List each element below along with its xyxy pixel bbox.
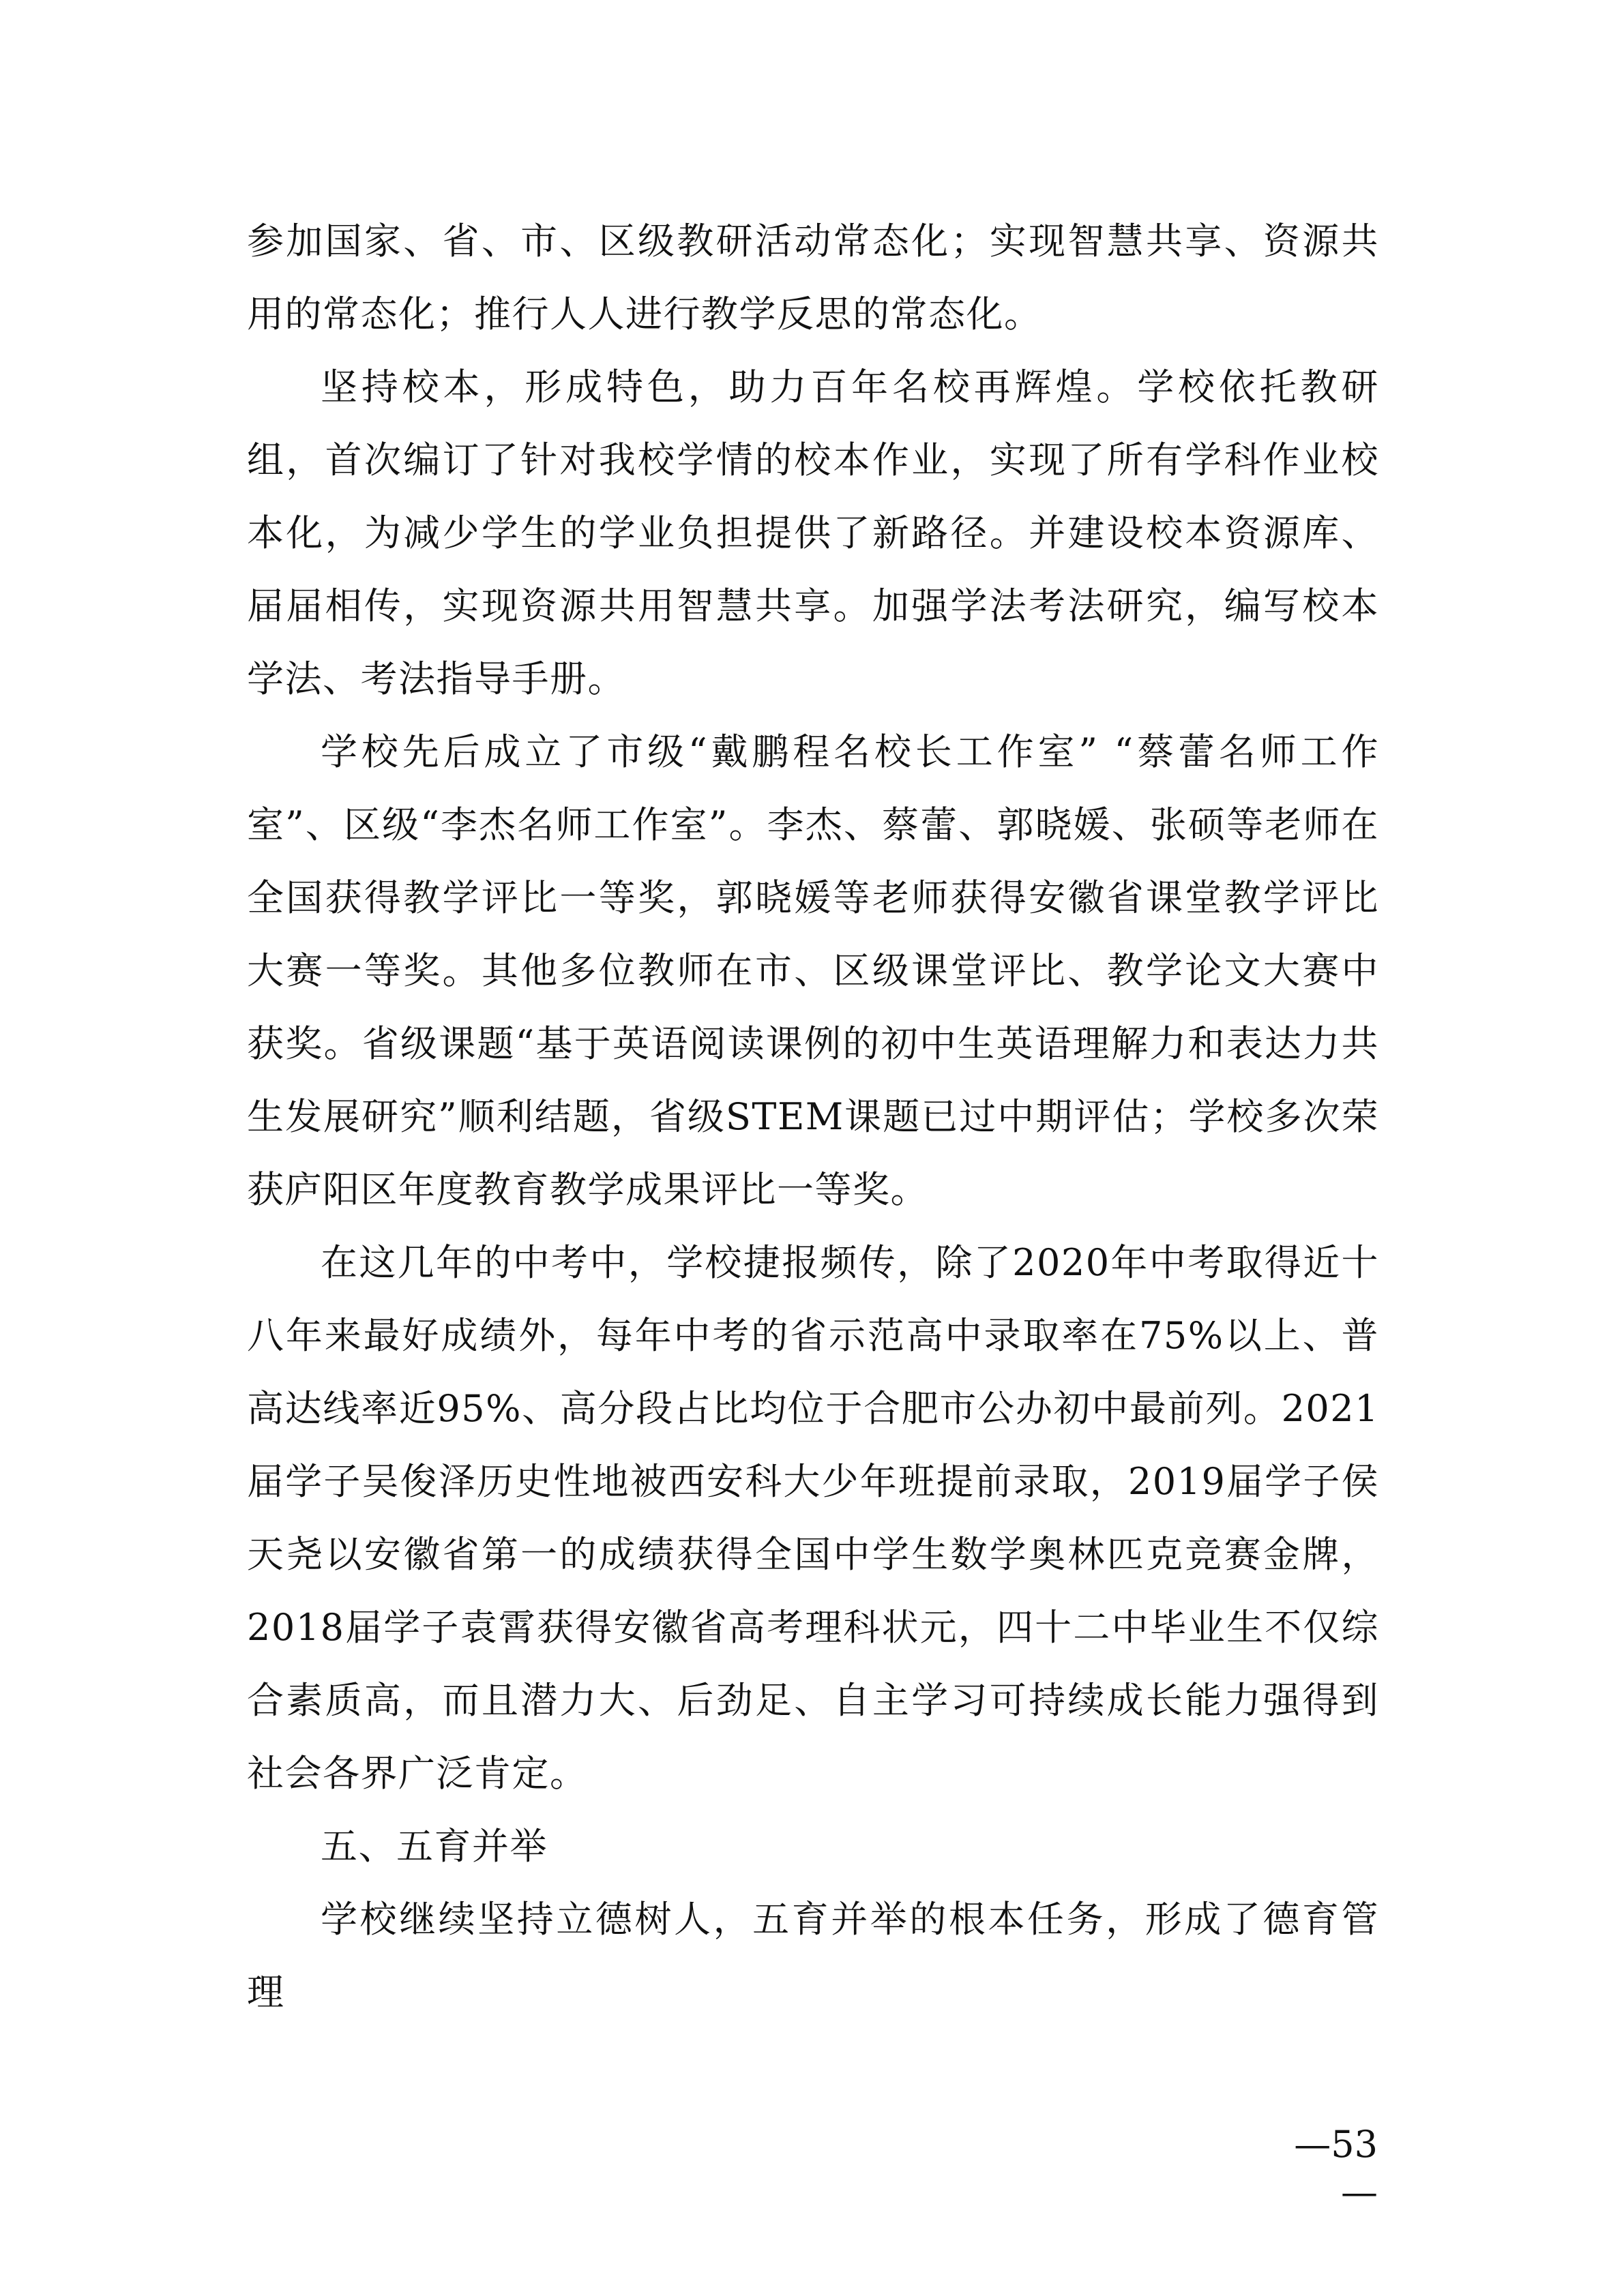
paragraph-2: 坚持校本，形成特色，助力百年名校再辉煌。学校依托教研组，首次编订了针对我校学情的校本作业，实现了所有学科作业校本化，为减少学生的学业负担提供了新路径。并建设校本资源库、届届相传，实现资源共用智慧共享。加强学法考法研究，编写校本学法、考法指导手册。: [247, 366, 1379, 700]
paragraph-5: 学校继续坚持立德树人，五育并举的根本任务，形成了德育管理: [247, 1898, 1379, 2014]
section-heading: 五、五育并举: [321, 1825, 548, 1868]
paragraph-3: 学校先后成立了市级“戴鹏程名校长工作室” “蔡蕾名师工作室”、区级“李杰名师工作室”。李杰、蔡蕾、郭晓媛、张硕等老师在全国获得教学评比一等奖，郭晓媛等老师获得安徽省课堂教学评比大赛一等奖。其他多位教师在市、区级课堂评比、教学论文大赛中获奖。省级课题“基于英语阅读课例的初中生英语理解力和表达力共生发展研究”顺利结题，省级STEM课题已过中期评估；学校多次荣获庐阳区年度教育教学成果评比一等奖。: [247, 730, 1379, 1211]
paragraph-4: 在这几年的中考中，学校捷报频传，除了2020年中考取得近十八年来最好成绩外，每年中考的省示范高中录取率在75%以上、普高达线率近95%、高分段占比均位于合肥市公办初中最前列。2021届学子吴俊泽历史性地被西安科大少年班提前录取，2019届学子侯天尧以安徽省第一的成绩获得全国中学生数学奥林匹克竞赛金牌，2018届学子袁霄获得安徽省高考理科状元，四十二中毕业生不仅综合素质高，而且潜力大、后劲足、自主学习可持续成长能力强得到社会各界广泛肯定。: [247, 1241, 1379, 1795]
paragraph-1: 参加国家、省、市、区级教研活动常态化；实现智慧共享、资源共用的常态化；推行人人进行教学反思的常态化。: [247, 220, 1379, 336]
document-body: [247, 205, 1379, 2029]
page-number: —53—: [1294, 2123, 1378, 2213]
